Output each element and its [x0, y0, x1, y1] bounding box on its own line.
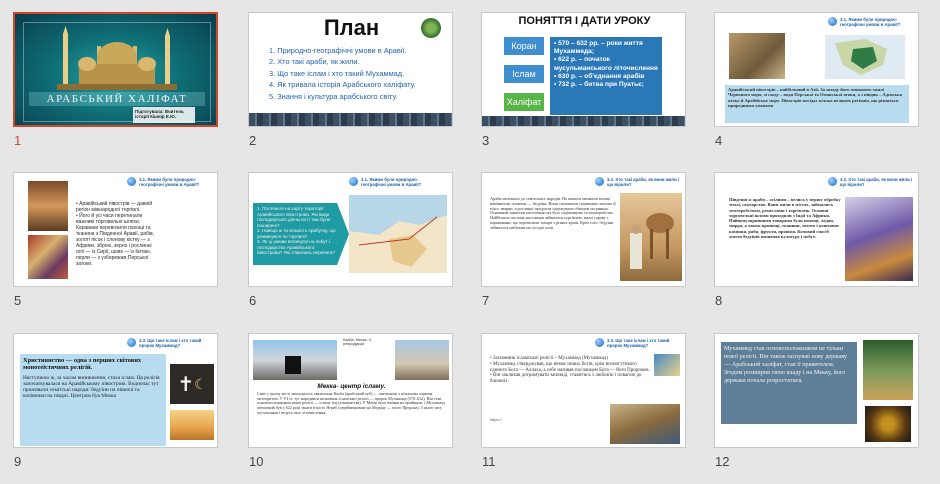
slide-7-text: Араби належали до семітських народів. На півночі мешкали кочові напівкочові племена — бедуїни. Вони споживали переважно молоко й м'ясо тварин, а рослинні продукти одержували обміном на ринках. Основним заняттям населення оаз було садівництво та землеробство. Найбільша частина населення займалася торгівлею, мали справу з караванами, що перевозили товари з різних країн. Крім того, бедуїни займалися набігами на сусідні оази. — [490, 196, 616, 230]
badge-icon — [421, 18, 441, 38]
slide-1-preview — [13, 12, 218, 127]
slide-number: 10 — [249, 454, 264, 469]
slide-4-text: Аравійський півострів – найбільший в Азії. За заходу його омивають хвилі Червоного моря, зі сходу – води Перської та Оманської атоки, а з півдня – Аденська атока й Арабійське море. Півострів посідає кілька великих регіонів, що різняться природними умовами — [725, 85, 909, 123]
question-item: 2. Навіщо ж та кількість прибутку, що розвинувся по торгівлі? — [257, 228, 336, 239]
ornament-border — [249, 113, 452, 126]
slide-9-title: Християнство — одна з перших світових монотеїстичних релігій. — [23, 357, 142, 372]
slide-number: 8 — [715, 293, 723, 308]
slide-2-title: План — [323, 15, 380, 40]
desert-photo — [729, 33, 785, 79]
plan-item: 3. Що таке іслам і хто такий Мухаммад. — [269, 68, 405, 78]
slide-number: 3 — [482, 133, 490, 148]
slide-3-title: ПОНЯТТЯ І ДАТИ УРОКУ — [518, 15, 651, 27]
market-photo — [28, 181, 68, 231]
slide-10-title: Мекка- центр ісламу. — [317, 383, 386, 390]
slide-5-preview — [13, 172, 218, 287]
source-link: https:// — [490, 418, 502, 422]
slide-number: 11 — [482, 454, 496, 469]
slide-number: 6 — [249, 293, 257, 308]
slide-header: 3.1. Якими були природно-географічні умови в Аравії? — [828, 17, 914, 27]
prophet-miniature-image — [610, 404, 680, 444]
slide-number: 5 — [14, 293, 22, 308]
slide-6-questions — [257, 206, 337, 256]
bullet-item: • Аравійський півострів — давній регіон міжнародної торгівлі. — [76, 201, 153, 213]
bedouin-camel-image — [620, 193, 682, 281]
globe-icon — [828, 17, 837, 26]
slide-11-preview — [481, 333, 686, 448]
globe-icon — [127, 177, 136, 186]
muhammad-portrait-image — [863, 340, 913, 400]
arab-rider-image — [845, 197, 913, 281]
slide-8-preview — [714, 172, 919, 287]
slide-header: 3.3. Що таке іслам і хто такий пророк Мухаммад? — [127, 338, 213, 348]
slide-header: 3.1. Якими були природно-географічні умови в Аравії? — [127, 177, 213, 187]
globe-icon — [127, 338, 136, 347]
cross-icon: ✝ — [177, 373, 195, 396]
slide-7-preview — [481, 172, 686, 287]
slide-10-preview — [248, 333, 453, 448]
slide-number: 1 — [14, 133, 22, 148]
slide-header: 3.1. Якими були природно-географічні умови в Аравії? — [349, 177, 435, 187]
plan-list — [269, 45, 449, 102]
slide-number: 4 — [715, 133, 723, 148]
globe-icon — [828, 177, 837, 186]
slide-1-title: АРАБСЬКИЙ ХАЛІФАТ — [46, 93, 188, 105]
camel-caravan-image — [170, 410, 214, 440]
plan-item: 1. Природно-географічні умови в Аравії. — [269, 46, 407, 55]
bullet-item: • Його й усі часи перетинали важливі торговельні шляхи. Каравани перевозили пахощі та тканини з Південної Аравії, рабів, золоті пісок і слонову кістку — з Африки, зброю, зерно і рослинні олії — із Сирії, шовк — із Китаю, перли — з узбережжя Перської затоки. — [76, 213, 155, 267]
ornament-medallion-image — [865, 406, 911, 442]
question-item: 1. Погляньте на карту території Аравійського півострова. Які види господарської діяльності там були поширені? — [257, 206, 331, 228]
globe-icon — [595, 338, 604, 347]
bullet-item: • Він закликав дотримувати заповіді, ставитись з любов'ю і повагою до ближніх. — [490, 373, 642, 384]
date-item: • 622 р. – початок мусульманського літочислення — [554, 56, 658, 72]
question-item: 3. Як ці умови вплинули на побут і господарство Аравійського півострова? Які з'явились переваги? — [257, 239, 335, 255]
bullet-item: • Засновник ісламської релігії – Мухаммед (Мухаммад) — [490, 356, 608, 361]
slide-header: 3.3. Що таке іслам і хто такий пророк Мухаммад? — [595, 338, 681, 348]
date-item: • 570 – 632 рр. – роки життя Мухаммеда; — [554, 40, 643, 56]
bullet-item: • Мухаммед стверджував, що немає інших богів, крім всемогутнього єдиного Бога — Аллаха, а себе називав посланцем Бога — його Пророком. — [490, 361, 650, 373]
term-box: Коран — [504, 37, 544, 55]
kaaba-photo-2 — [395, 340, 449, 380]
dates-box — [550, 37, 662, 115]
slide-8-text: Південні ж араби – осілими – велись у першу обробку землі, скотарство. Вони жили в містах, займались землеробством, ремеслами і торгівлею. Основні торговельні шляхи проходили з Індії та Африки. Найпопулярнішими товарами були пахощі, ладан, мирра, а також прянощі, тканини, золото і коштовне каміння, раби, фрукти, провізія. Кочовий спосіб життя бедуїнів визначав культуру і побут. — [729, 197, 841, 239]
slide-12-preview — [714, 333, 919, 448]
slide-10-text: Саме у цьому місті знаходилось святилище Кааба (арабський куб) — святилище з кількаома чорним метеоритом. У VI ст. тут народився засновник ісламської релігії — пророк Мухаммад (570–632). Він став основоположником нової релігії — ісламу (мусульманства). У Мекці його вчення не прийняли, і Мухаммад змушений був у 622 році тікати в місто Ятриб (перейменоване на Медину — місто Пророка). З цього часу мусульмани і ведуть своє літочислення. — [257, 391, 445, 415]
slide-header: 3.2. Хто такі араби, як вони жили і що вірили? — [828, 177, 914, 187]
plan-item: 4. Як тривала історія Арабського халіфату. — [269, 80, 416, 90]
map-image — [825, 35, 905, 79]
slide-9-textbox — [20, 354, 166, 446]
slide-1-author: Підготувала: Вчитель історії Кішнір Е.Ю. — [133, 107, 195, 123]
slide-12-text: Мухаммед став основоположником не тільки нової релігії. Він також заснував нову державу — Арабський халіфат, став її правителем. Згодом розширив свою владу і на Мекку, його держава почала розростатися. — [721, 342, 857, 424]
slide-9-text: Наступною ж, за часом виникнення, стала іслам. Ця релігія започаткувалася на Аравійському півострові. Водночас тут проживали семітські народи: бедуїни на півночі та кочівники на півдні. Центром був Мекка — [23, 374, 160, 400]
plan-item: 2. Хто такі араби, як жили. — [269, 57, 360, 67]
slide-number: 2 — [249, 133, 257, 148]
plan-item: 5. Знання і культура арабського світу. — [269, 91, 398, 101]
crescent-icon: ☾ — [194, 375, 207, 392]
mosque-image — [57, 26, 177, 90]
slide-2-preview — [248, 12, 453, 127]
illustration-small — [654, 354, 680, 376]
slide-6-preview — [248, 172, 453, 287]
trade-map — [349, 195, 447, 273]
symbols-image — [170, 364, 214, 404]
term-box: Іслам — [504, 65, 544, 83]
title-band — [29, 92, 205, 106]
globe-icon — [349, 177, 358, 186]
globe-icon — [595, 177, 604, 186]
date-item: • 732 р. – битва при Пуатьє; — [554, 81, 644, 89]
date-item: • 630 р. – об'єднання арабів — [554, 72, 645, 80]
slide-4-preview — [714, 12, 919, 127]
ornament-border — [482, 116, 685, 126]
slide-5-bullets — [76, 201, 158, 267]
photo-caption: Кааба, Мекка, X, репродукція — [343, 338, 373, 346]
slide-9-preview — [13, 333, 218, 448]
slide-number: 9 — [14, 454, 22, 469]
carpets-photo — [28, 235, 68, 279]
slide-number: 12 — [715, 454, 730, 469]
term-box: Халіфат — [504, 93, 544, 111]
slide-header: 3.2. Хто такі араби, як вони жили і що вірили? — [595, 177, 681, 187]
slide-11-bullets — [490, 356, 652, 385]
slide-3-preview — [481, 12, 686, 127]
kaaba-photo-1 — [253, 340, 337, 380]
slide-number: 7 — [482, 293, 490, 308]
